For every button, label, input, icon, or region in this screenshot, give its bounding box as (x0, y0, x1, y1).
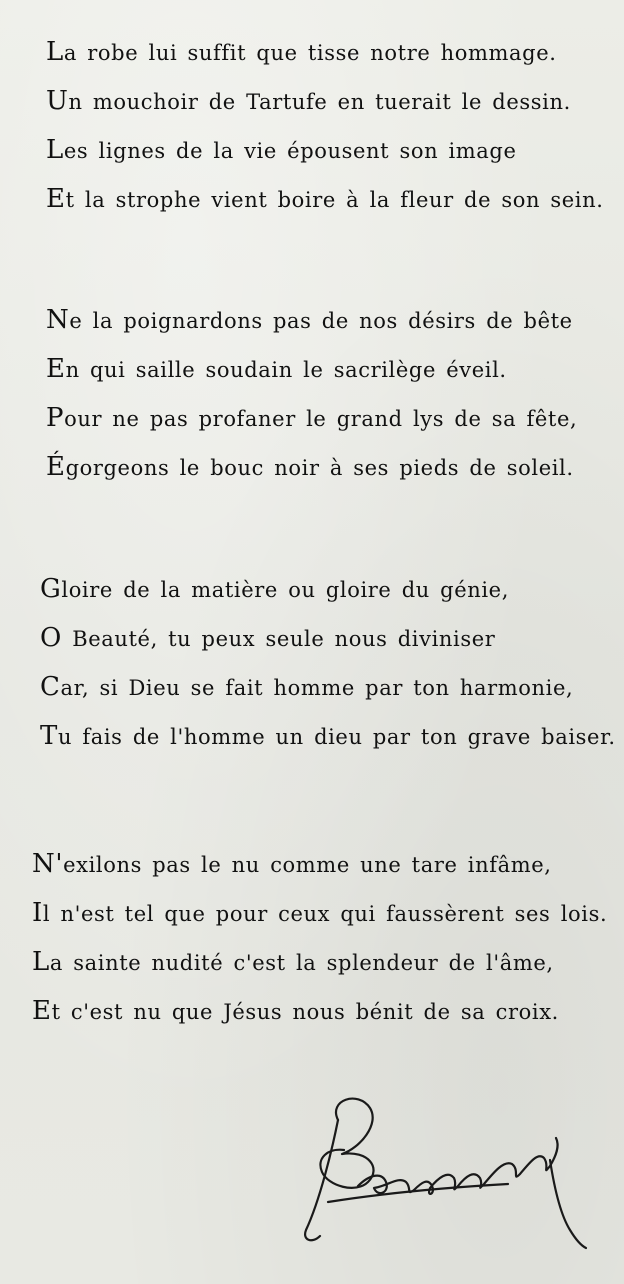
verse-line: Ne la poignardons pas de nos désirs de bête (46, 305, 573, 335)
stanza-3 (40, 565, 616, 761)
verse-line: Gloire de la matière ou gloire du génie, (40, 574, 509, 604)
stanza-2 (46, 296, 616, 492)
verse-line: N'exilons pas le nu comme une tare infâme, (32, 849, 552, 879)
signature (298, 1090, 588, 1260)
verse-line: O Beauté, tu peux seule nous diviniser (40, 623, 496, 653)
verse-line: Tu fais de l'homme un dieu par ton grave baiser. (40, 721, 616, 751)
verse-line: Les lignes de la vie épousent son image (46, 135, 517, 165)
verse-line: La robe lui suffit que tisse notre hommage. (46, 37, 557, 67)
verse-line: Il n'est tel que pour ceux qui faussèrent ses lois. (32, 898, 608, 928)
verse-line: Car, si Dieu se fait homme par ton harmonie, (40, 672, 574, 702)
verse-line: En qui saille soudain le sacrilège éveil. (46, 354, 507, 384)
verse-line: Et la strophe vient boire à la fleur de son sein. (46, 184, 604, 214)
verse-line: Pour ne pas profaner le grand lys de sa fête, (46, 403, 578, 433)
verse-line: Et c'est nu que Jésus nous bénit de sa croix. (32, 996, 559, 1026)
stanza-1 (46, 28, 616, 224)
stanza-4 (32, 840, 608, 1036)
verse-line: La sainte nudité c'est la splendeur de l'âme, (32, 947, 554, 977)
verse-line: Égorgeons le bouc noir à ses pieds de soleil. (46, 452, 574, 482)
verse-line: Un mouchoir de Tartufe en tuerait le dessin. (46, 86, 571, 116)
